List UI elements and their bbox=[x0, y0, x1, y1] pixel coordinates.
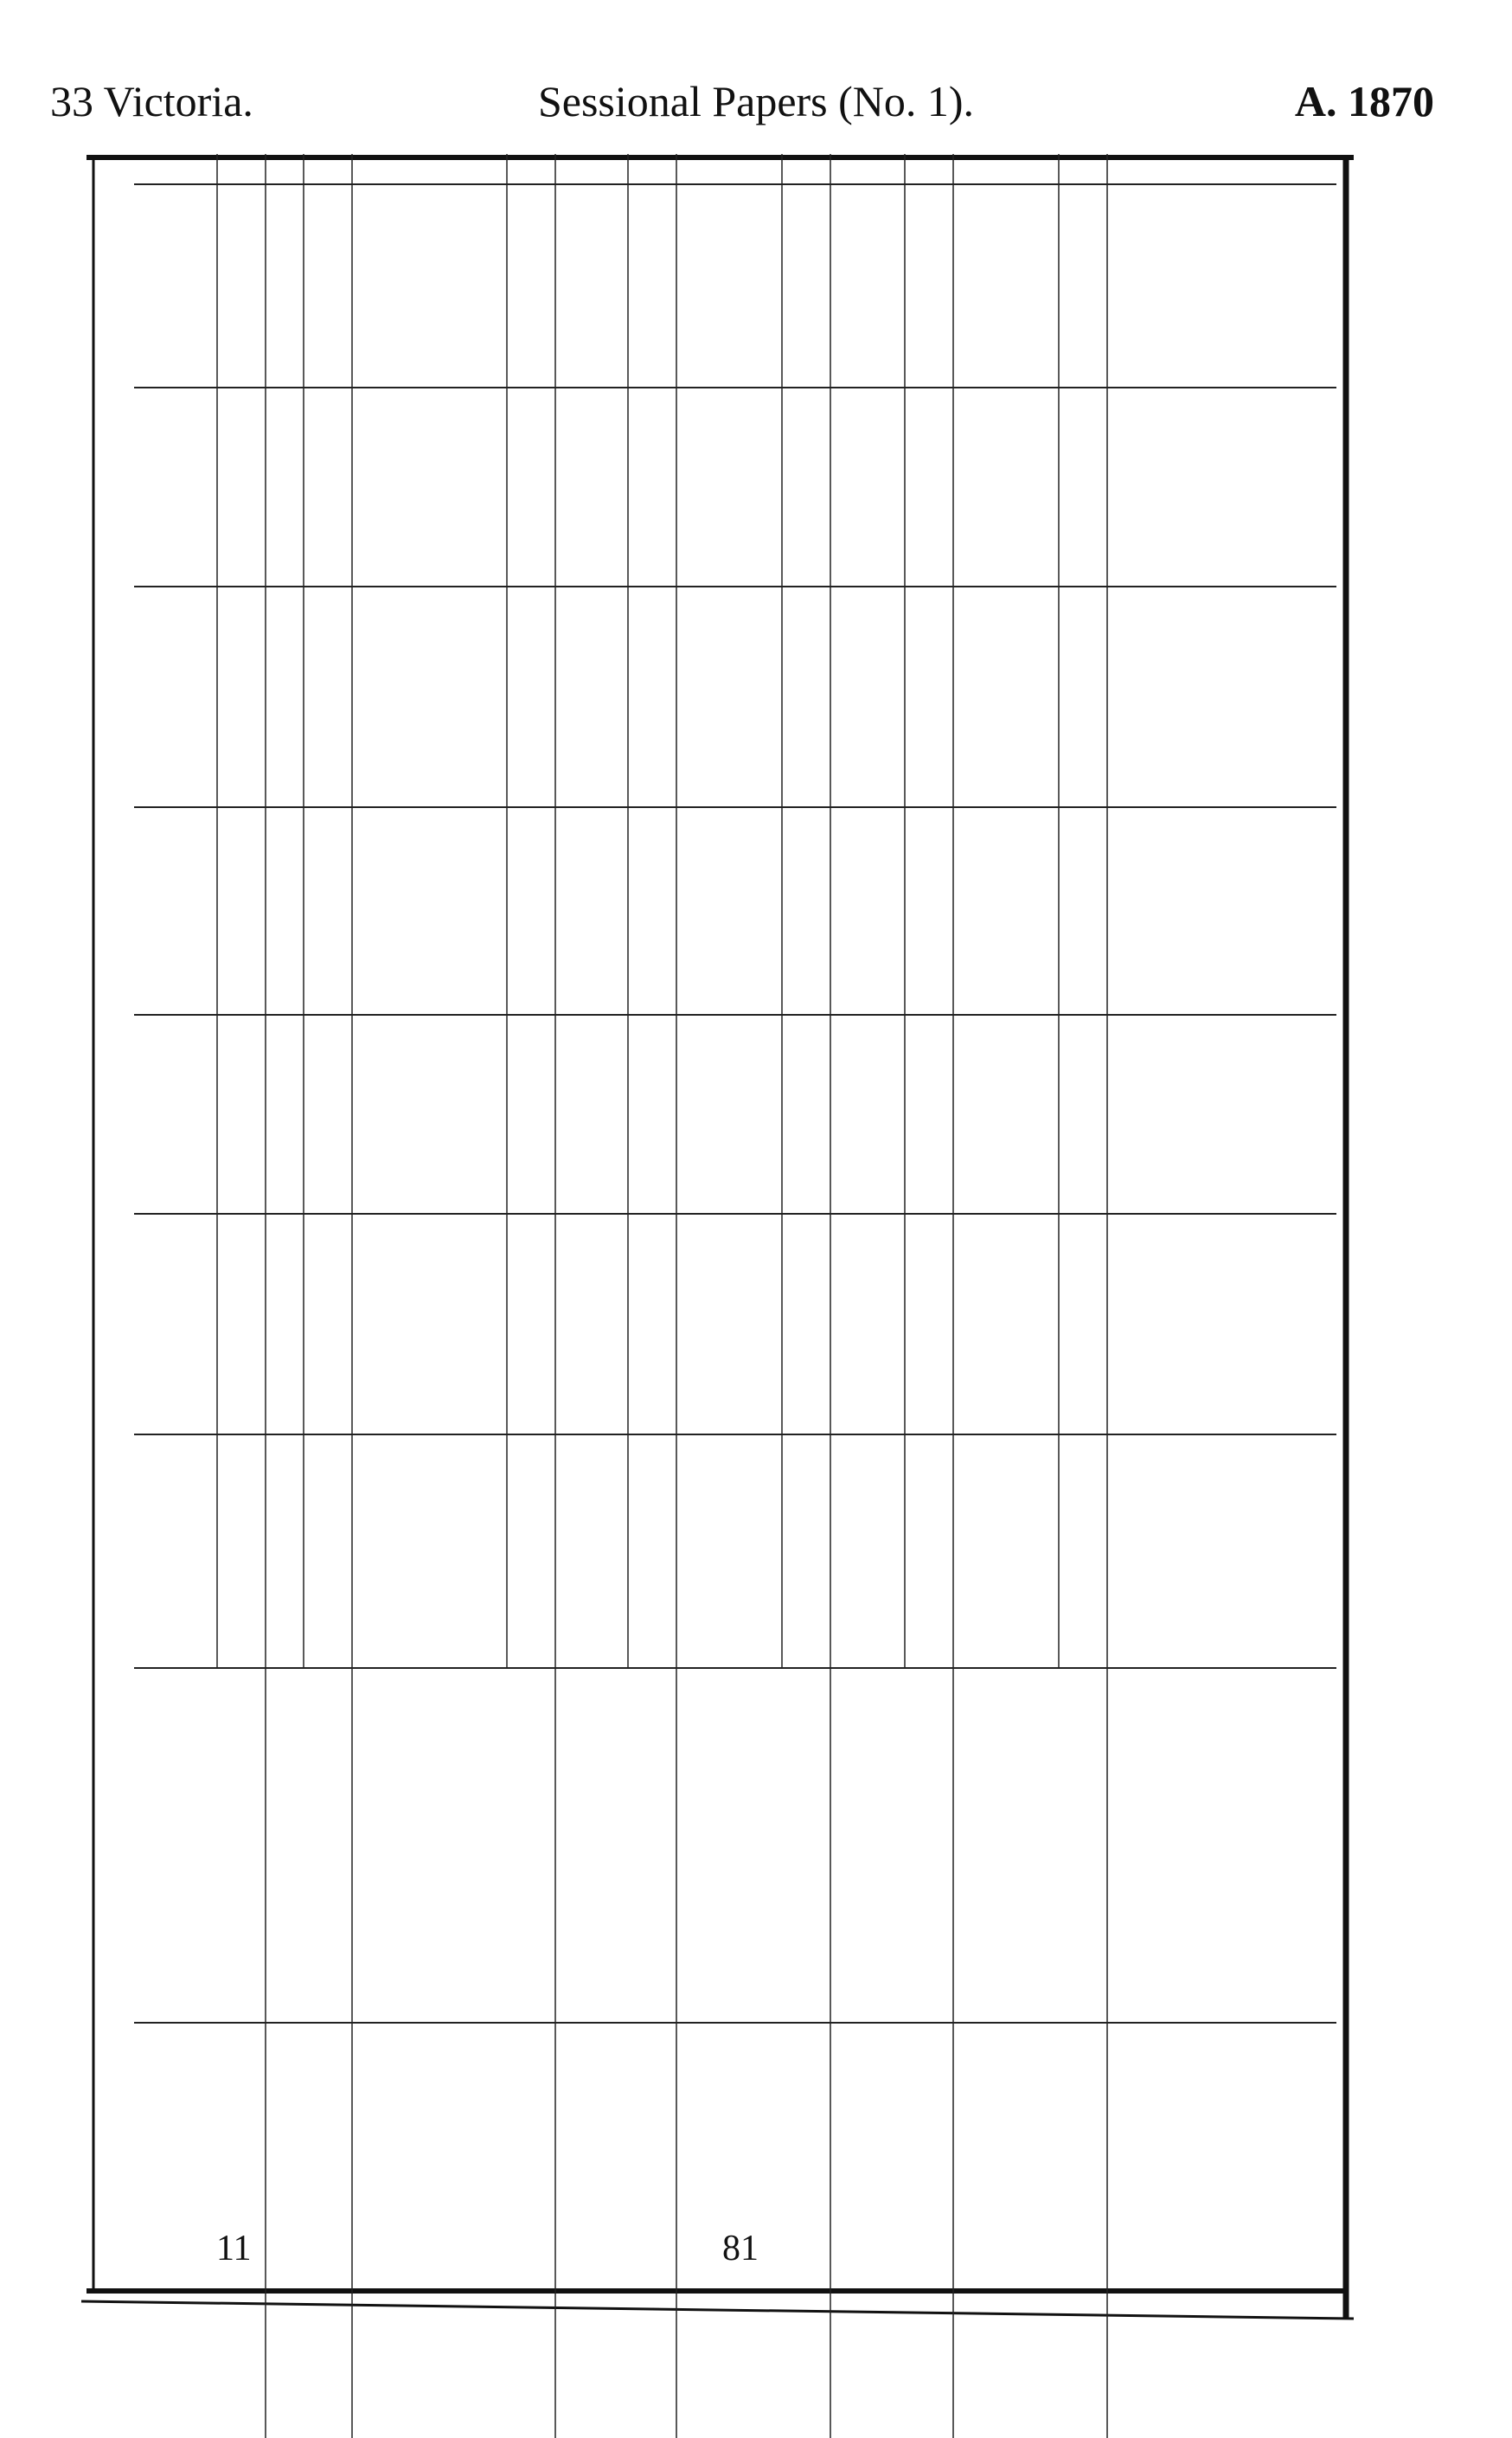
running-header-left: 33 Victoria. bbox=[50, 77, 253, 125]
footer-center: 81 bbox=[722, 2229, 759, 2268]
running-header-center: Sessional Papers (No. 1). bbox=[537, 77, 975, 125]
footer-left: 11 bbox=[216, 2229, 252, 2268]
rotated-table bbox=[134, 154, 1336, 2438]
running-header-right: A. 1870 bbox=[1294, 77, 1434, 125]
rotated-grid-rules bbox=[134, 154, 1336, 2438]
